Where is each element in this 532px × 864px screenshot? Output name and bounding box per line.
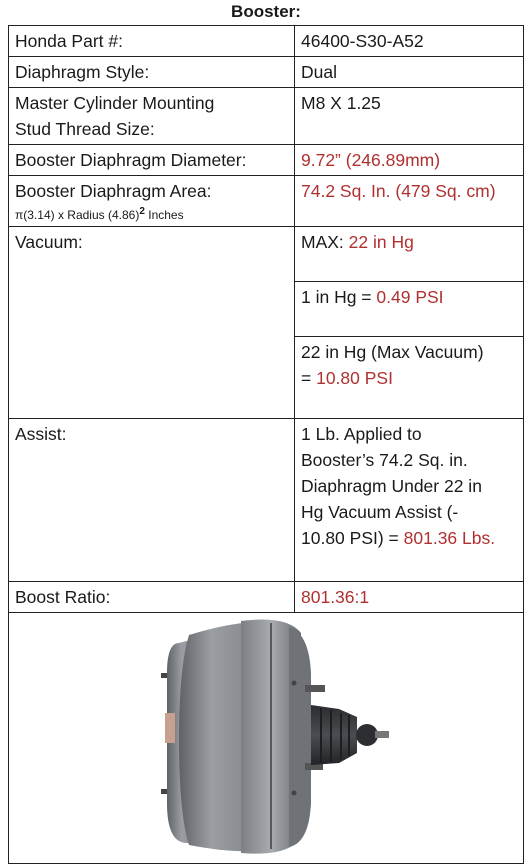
assist-line-1: 1 Lb. Applied to — [301, 424, 422, 444]
rivet — [292, 791, 297, 796]
table-row — [9, 88, 524, 145]
area-formula-text: π(3.14) x Radius (4.86) — [15, 208, 140, 222]
ratio-value: 801.36:1 — [295, 582, 524, 613]
style-label: Diaphragm Style: — [9, 57, 295, 88]
front-stud — [305, 685, 325, 692]
table-row — [9, 26, 524, 57]
part-label: Honda Part #: — [9, 26, 295, 57]
pushrod-tip — [375, 731, 389, 738]
area-formula-exponent: 2 — [139, 206, 145, 217]
area-label-text: Booster Diaphragm Area: — [15, 181, 212, 201]
diameter-value: 9.72” (246.89mm) — [295, 145, 524, 176]
label-sticker — [165, 713, 175, 743]
vacuum-max-psi-prefix: = — [301, 368, 317, 388]
stud-label — [9, 88, 295, 145]
stud-label-line-1: Master Cylinder Mounting — [15, 93, 215, 113]
assist-result-value: 801.36 Lbs. — [403, 528, 496, 548]
style-value: Dual — [295, 57, 524, 88]
pushrod-ball — [356, 724, 378, 746]
area-formula-unit: Inches — [144, 208, 184, 222]
area-label — [9, 176, 295, 227]
ratio-label: Boost Ratio: — [9, 582, 295, 613]
vacuum-label: Vacuum: — [9, 227, 295, 419]
vacuum-conversion-prefix: 1 in Hg = — [301, 287, 377, 307]
assist-label: Assist: — [9, 419, 295, 582]
vacuum-max-psi — [295, 337, 524, 419]
photo-cell — [9, 613, 524, 864]
assist-line-5: 10.80 PSI) = — [301, 528, 404, 548]
area-formula — [15, 203, 288, 224]
table-row — [9, 176, 524, 227]
stud-value: M8 X 1.25 — [295, 88, 524, 145]
vacuum-max — [295, 227, 524, 282]
vacuum-max-value: 22 in Hg — [348, 232, 414, 252]
diameter-label: Booster Diaphragm Diameter: — [9, 145, 295, 176]
table-row — [9, 582, 524, 613]
booster-front-face — [289, 627, 311, 847]
table-row — [9, 227, 524, 282]
area-value: 74.2 Sq. In. (479 Sq. cm) — [295, 176, 524, 227]
assist-line-4: Hg Vacuum Assist (- — [301, 502, 459, 522]
vacuum-max-psi-line-1: 22 in Hg (Max Vacuum) — [301, 342, 484, 362]
table-row — [9, 145, 524, 176]
brake-booster-photo — [9, 613, 525, 861]
page-title: Booster: — [231, 2, 301, 21]
vacuum-conversion-value: 0.49 PSI — [376, 287, 444, 307]
table-row — [9, 613, 524, 864]
table-row — [9, 57, 524, 88]
vacuum-max-prefix: MAX: — [301, 232, 349, 252]
part-value: 46400-S30-A52 — [295, 26, 524, 57]
stud-label-line-2: Stud Thread Size: — [15, 119, 155, 139]
table-row — [9, 419, 524, 582]
spec-table — [8, 25, 524, 864]
assist-value — [295, 419, 524, 582]
rivet — [292, 681, 297, 686]
assist-line-2: Booster’s 74.2 Sq. in. — [301, 450, 468, 470]
vacuum-conversion — [295, 282, 524, 337]
pushrod-boot — [311, 705, 357, 765]
vacuum-max-psi-value: 10.80 PSI — [316, 368, 393, 388]
assist-line-3: Diaphragm Under 22 in — [301, 476, 482, 496]
